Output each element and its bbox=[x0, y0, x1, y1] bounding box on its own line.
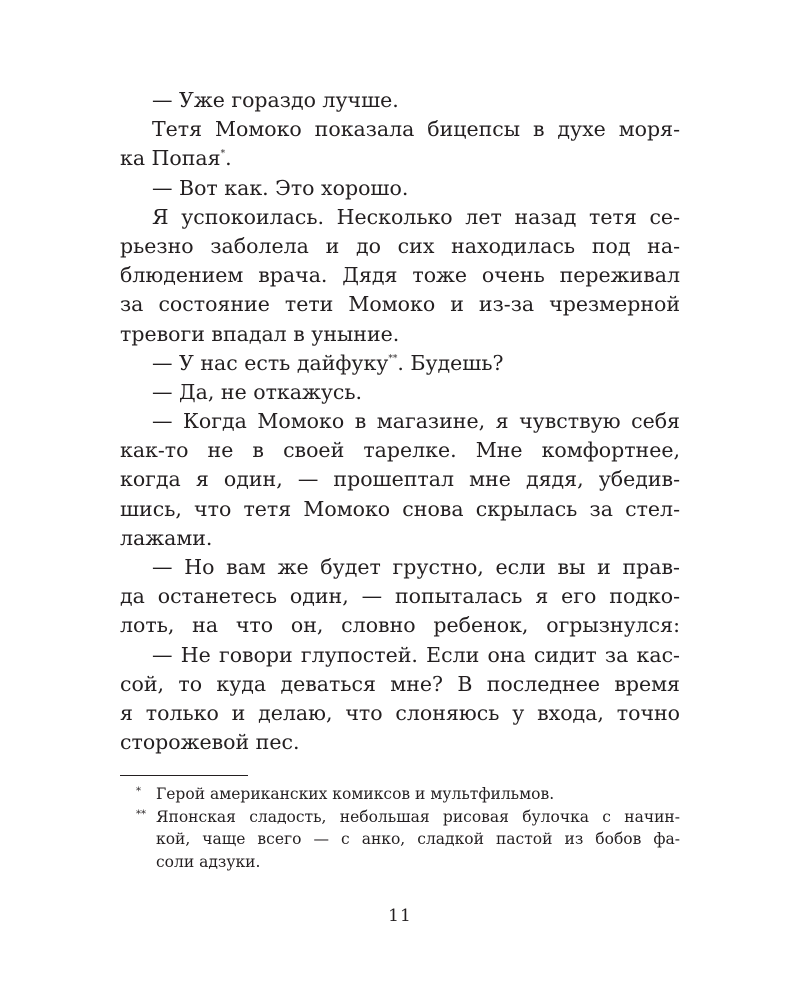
text-line: Тетя Момоко показала бицепсы в духе моря- bbox=[152, 117, 680, 142]
text-line: — Вот как. Это хорошо. bbox=[152, 175, 409, 200]
footnote-line: ** Японская сладость, небольшая рисовая булочка с начин- bbox=[136, 807, 680, 826]
text-line: — Но вам же будет грустно, если вы и прав- bbox=[152, 555, 680, 579]
footnote-line: соли адзуки. bbox=[156, 852, 261, 871]
text-line: — Да, не откажусь. bbox=[152, 379, 363, 404]
text-line: Я успокоилась. Несколько лет назад тетя се- bbox=[152, 204, 680, 229]
text-line-part: . Будешь? bbox=[397, 350, 504, 375]
text-line: сой, то куда деваться мне? В последнее время bbox=[120, 671, 680, 696]
text-line: лажами. bbox=[120, 525, 213, 550]
text-line: — Не говори глупостей. Если она сидит за кас- bbox=[152, 642, 680, 667]
footnote-line: * Герой американских комиксов и мультфильмов. bbox=[136, 785, 555, 803]
text-line: сторожевой пес. bbox=[120, 730, 300, 755]
text-line: — Уже гораздо лучше. bbox=[152, 88, 399, 112]
text-line: тревоги впадал в уныние. bbox=[120, 321, 400, 346]
text-line: шись, что тетя Момоко снова скрылась за стел- bbox=[120, 496, 680, 521]
text-line-part: ка Попая bbox=[120, 146, 221, 171]
text-line: лоть, на что он, словно ребенок, огрызнулся: bbox=[120, 613, 680, 638]
text-line-part: . bbox=[225, 146, 232, 171]
text-line: да останетесь один, — попыталась я его подко- bbox=[120, 584, 680, 609]
text-line: я только и делаю, что слоняюсь у входа, точно bbox=[120, 700, 680, 725]
footnote-text: Герой американских комиксов и мультфильмов. bbox=[156, 785, 555, 803]
text-line: рьезно заболела и до сих находилась под на- bbox=[120, 233, 680, 258]
footnote-text: Японская сладость, небольшая рисовая булочка с начин- bbox=[156, 807, 680, 826]
text-line: как-то не в своей тарелке. Мне комфортнее, bbox=[120, 438, 680, 463]
footnote-mark: * bbox=[220, 149, 226, 160]
footnotes bbox=[120, 783, 680, 873]
text-line bbox=[120, 349, 680, 378]
page-number: 11 bbox=[388, 906, 412, 926]
footnote-mark: ** bbox=[388, 353, 398, 364]
footnote-line: кой, чаще всего — с анко, сладкой пастой из бобов фа- bbox=[156, 830, 680, 848]
text-line-part: — У нас есть дайфуку bbox=[152, 350, 389, 375]
text-line: за состояние тети Момоко и из-за чрезмерной bbox=[120, 292, 680, 317]
text-line bbox=[120, 144, 680, 173]
footnote-divider bbox=[120, 775, 248, 776]
text-line: — Когда Момоко в магазине, я чувствую себя bbox=[152, 409, 680, 434]
text-line: когда я один, — прошептал мне дядя, убедив- bbox=[120, 467, 680, 492]
main-text bbox=[120, 86, 680, 757]
text-line: блюдением врача. Дядя тоже очень переживал bbox=[120, 263, 680, 288]
